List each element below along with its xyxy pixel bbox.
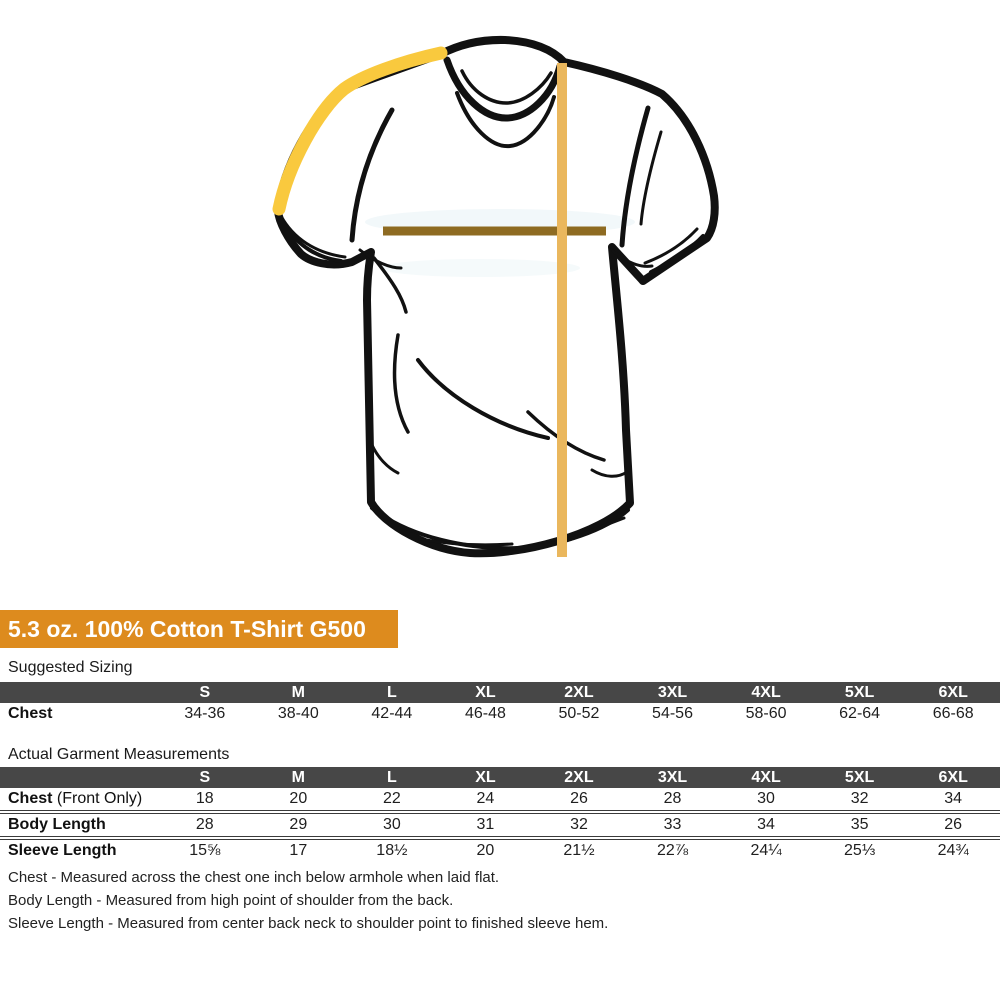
cell: 21½ [532,838,626,862]
cell: 42-44 [371,704,413,722]
column-header: 6XL [906,767,1000,788]
cell: 32 [850,790,869,807]
cell: 34-36 [184,704,226,722]
cell: 25⅓ [813,838,907,862]
cell: 18½ [345,838,439,862]
table-row [0,703,1000,724]
column-header: 3XL [626,682,720,703]
column-header: S [158,767,252,788]
cell: 34 [944,790,963,807]
table-row-sleeve-length [0,838,1000,862]
column-header: 5XL [813,682,907,703]
cell: 50-52 [558,704,600,722]
tshirt-outline [278,40,715,553]
cell: 24¾ [906,838,1000,862]
row-label: Chest (Front Only) [8,790,143,807]
cell: 31 [439,812,533,838]
cell: 30 [345,812,439,838]
cell: 24 [476,790,495,807]
cell: 32 [532,812,626,838]
column-header: 2XL [532,682,626,703]
note-sleeve-length: Sleeve Length - Measured from center back neck to shoulder point to finished sleeve hem. [8,915,609,932]
cell: 18 [195,790,214,807]
column-header: L [345,767,439,788]
table-header-row [0,767,1000,788]
note-body-length: Body Length - Measured from high point of shoulder from the back. [8,892,454,909]
row-label: Sleeve Length [0,838,158,862]
cell: 58-60 [745,704,787,722]
cell: 28 [158,812,252,838]
column-header: 6XL [906,682,1000,703]
suggested-sizing-table [0,682,1000,724]
column-header: 2XL [532,767,626,788]
cell: 46-48 [464,704,506,722]
header-spacer [0,767,158,788]
suggested-sizing-heading: Suggested Sizing [8,659,133,676]
table-row-body-length [0,812,1000,838]
cell: 22⅞ [626,838,720,862]
column-header: XL [439,767,533,788]
column-header: M [252,682,346,703]
row-label: Body Length [0,812,158,838]
cell: 28 [663,790,682,807]
table-header-row [0,682,1000,703]
cell: 38-40 [277,704,319,722]
cell: 20 [439,838,533,862]
column-header: M [252,767,346,788]
table-row-chest [0,788,1000,812]
actual-measurements-table [0,767,1000,862]
column-header: L [345,682,439,703]
cell: 54-56 [652,704,693,722]
column-header: 4XL [719,682,813,703]
cell: 62-64 [839,704,881,722]
note-chest: Chest - Measured across the chest one inch below armhole when laid flat. [8,869,500,886]
row-label: Chest [8,704,53,722]
cell: 22 [382,790,401,807]
actual-measurements-heading: Actual Garment Measurements [8,746,230,763]
cell: 15⅝ [158,838,252,862]
header-spacer [0,682,158,703]
cell: 24¼ [719,838,813,862]
cell: 26 [570,790,588,807]
column-header: 5XL [813,767,907,788]
column-header: XL [439,682,533,703]
product-title: 5.3 oz. 100% Cotton T-Shirt G500 [8,616,366,642]
column-header: S [158,682,252,703]
column-header: 4XL [719,767,813,788]
cell: 33 [626,812,720,838]
cell: 26 [906,812,1000,838]
cell: 17 [252,838,346,862]
cell: 30 [757,790,775,807]
tshirt-diagram [250,28,730,578]
cell: 20 [289,790,308,807]
column-header: 3XL [626,767,720,788]
cell: 35 [813,812,907,838]
product-title-banner [0,610,398,648]
cell: 29 [252,812,346,838]
cell: 66-68 [932,704,974,722]
measurement-notes [8,866,608,935]
cell: 34 [719,812,813,838]
